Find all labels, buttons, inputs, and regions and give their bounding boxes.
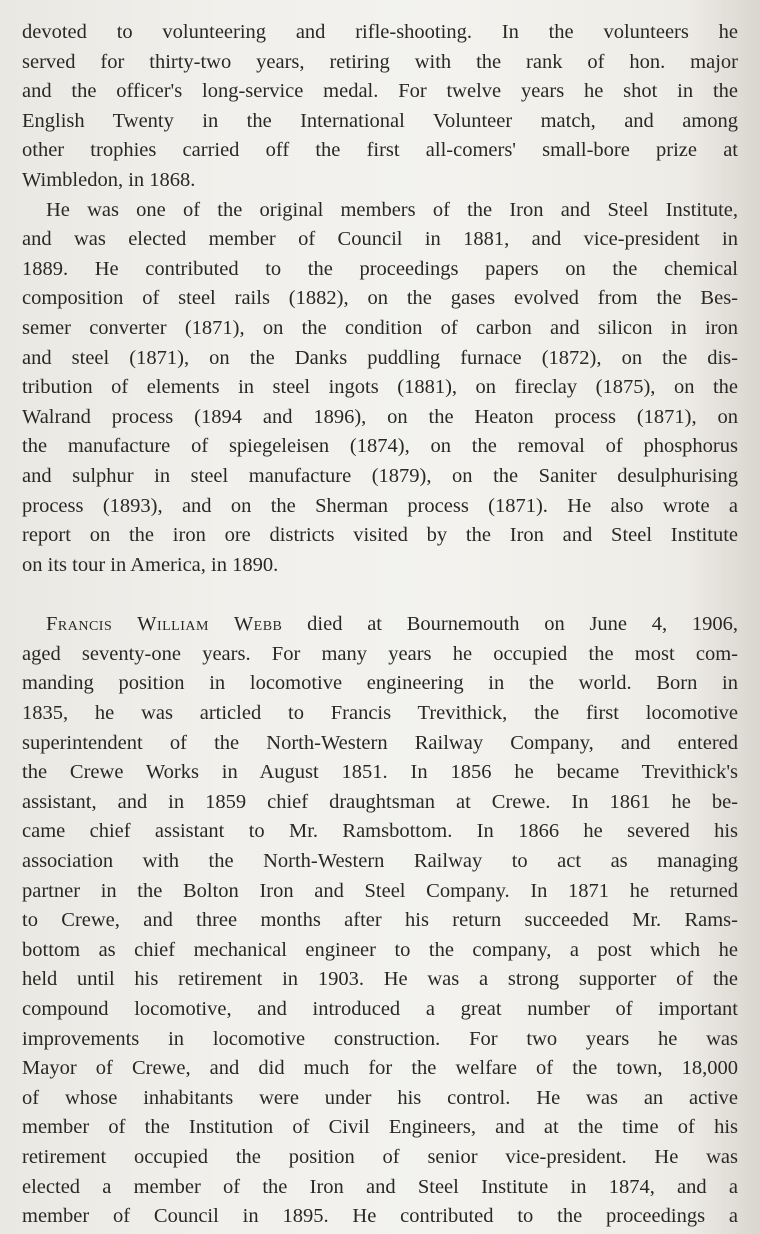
text-line: 1889. He contributed to the proceedings papers on the chemical — [22, 257, 738, 280]
text-line: report on the iron ore districts visited by the Iron and Steel Institute — [22, 524, 738, 547]
text-line: held until his retirement in 1903. He was a strong supporter of the — [22, 968, 738, 991]
obituary-name: Francis William Webb — [46, 613, 283, 636]
text-line: aged seventy-one years. For many years he occupied the most com- — [22, 642, 738, 665]
paragraph-francis-william-webb — [22, 610, 738, 1231]
text-line: bottom as chief mechanical engineer to the company, a post which he — [22, 938, 738, 961]
book-page — [22, 18, 738, 1232]
text-line: member of the Institution of Civil Engineers, and at the time of his — [22, 1116, 738, 1139]
text-line: and steel (1871), on the Danks puddling furnace (1872), on the dis- — [22, 346, 738, 369]
text-line-rest: died at Bournemouth on June 4, 1906, — [307, 613, 738, 636]
text-line: on its tour in America, in 1890. — [22, 553, 279, 576]
text-line: semer converter (1871), on the condition of carbon and silicon in iron — [22, 316, 738, 339]
text-line: Walrand process (1894 and 1896), on the Heaton process (1871), on — [22, 405, 738, 428]
text-line: tribution of elements in steel ingots (1881), on fireclay (1875), on the — [22, 376, 738, 399]
text-line: the manufacture of spiegeleisen (1874), on the removal of phosphorus — [22, 435, 738, 458]
text-line: to Crewe, and three months after his return succeeded Mr. Rams- — [22, 909, 738, 932]
text-line: He was one of the original members of the Iron and Steel Institute, — [46, 198, 738, 221]
paragraph-iron-steel-institute — [22, 196, 738, 581]
text-line: English Twenty in the International Volunteer match, and among — [22, 109, 738, 132]
text-line: 1835, he was articled to Francis Trevithick, the first locomotive — [22, 702, 738, 725]
text-line: and the officer's long-service medal. For twelve years he shot in the — [22, 80, 738, 103]
text-line: and was elected member of Council in 1881, and vice-president in — [22, 228, 738, 251]
text-line: retirement occupied the position of senior vice-president. He was — [22, 1145, 738, 1168]
text-line: came chief assistant to Mr. Ramsbottom. In 1866 he severed his — [22, 820, 738, 843]
text-line: association with the North-Western Railway to act as managing — [22, 850, 738, 873]
text-line: superintendent of the North-Western Railway Company, and entered — [22, 731, 738, 754]
text-line: compound locomotive, and introduced a great number of important — [22, 998, 738, 1020]
paragraph-gap — [22, 580, 738, 610]
text-line: partner in the Bolton Iron and Steel Company. In 1871 he returned — [22, 879, 738, 902]
text-line: process (1893), and on the Sherman process (1871). He also wrote a — [22, 494, 738, 517]
text-line — [22, 610, 738, 640]
text-line: elected a member of the Iron and Steel Institute in 1874, and a — [22, 1175, 738, 1198]
text-line: assistant, and in 1859 chief draughtsman at Crewe. In 1861 he be- — [22, 790, 738, 813]
text-line: devoted to volunteering and rifle-shooting. In the volunteers he — [22, 21, 738, 43]
text-line: Mayor of Crewe, and did much for the welfare of the town, 18,000 — [22, 1057, 738, 1080]
text-line: of whose inhabitants were under his control. He was an active — [22, 1086, 738, 1109]
text-line: and sulphur in steel manufacture (1879), on the Saniter desulphurising — [22, 464, 738, 487]
text-line: the Crewe Works in August 1851. In 1856 he became Trevithick's — [22, 761, 738, 784]
text-line: manding position in locomotive engineering in the world. Born in — [22, 672, 738, 695]
paragraph-volunteering — [22, 18, 738, 196]
text-line: composition of steel rails (1882), on the gases evolved from the Bes- — [22, 287, 738, 310]
text-line: member of Council in 1895. He contributed to the proceedings a — [22, 1205, 738, 1228]
text-line: improvements in locomotive construction. For two years he was — [22, 1027, 738, 1050]
text-line: other trophies carried off the first all-comers' small-bore prize at — [22, 139, 738, 162]
text-line: served for thirty-two years, retiring with the rank of hon. major — [22, 50, 738, 73]
text-line: Wimbledon, in 1868. — [22, 168, 196, 191]
